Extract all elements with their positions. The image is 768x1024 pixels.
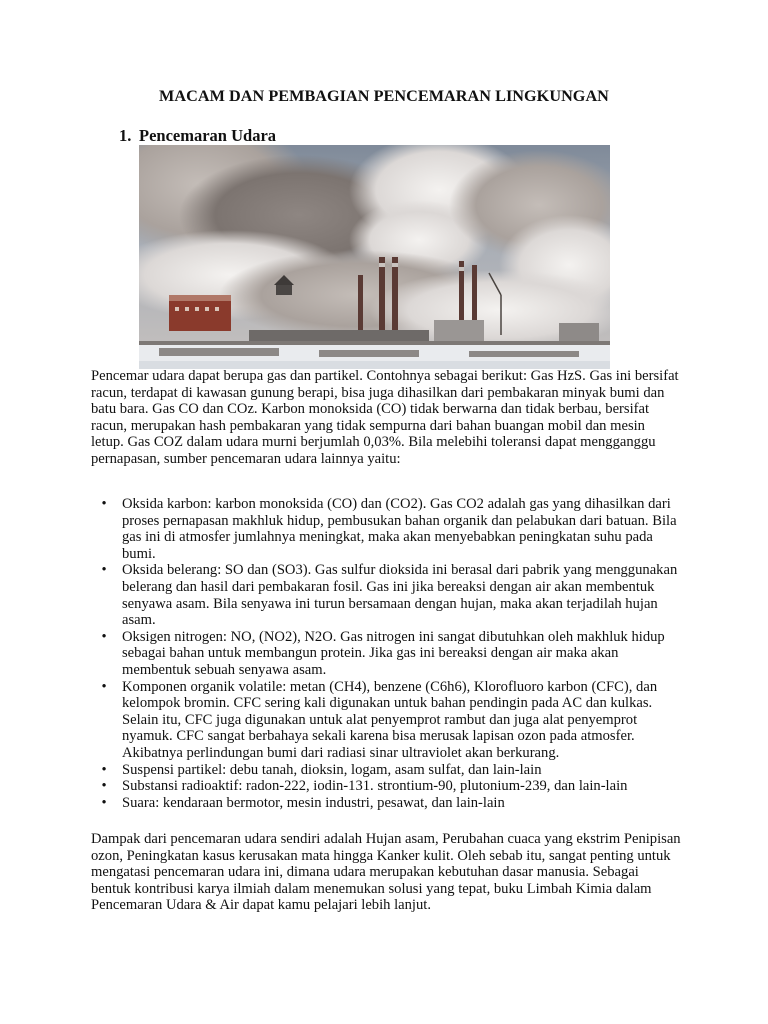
list-item bbox=[91, 629, 681, 679]
list-item-text: Oksigen nitrogen: NO, (NO2), N2O. Gas nitrogen ini sangat dibutuhkan oleh makhluk hidup sebagai bahan untuk membangun protein. Jika gas ini bereaksi dengan air maka akan membentuk sebuah senyawa asam. bbox=[122, 628, 665, 678]
air-pollution-photo bbox=[139, 145, 610, 369]
section-number: 1. bbox=[119, 126, 132, 145]
bullet-marker: • bbox=[101, 761, 107, 778]
list-item-text: Suara: kendaraan bermotor, mesin industri, pesawat, dan lain-lain bbox=[122, 794, 505, 811]
bullet-marker: • bbox=[101, 794, 107, 811]
bullet-marker: • bbox=[101, 778, 107, 795]
list-item-text: Suspensi partikel: debu tanah, dioksin, logam, asam sulfat, dan lain-lain bbox=[122, 761, 542, 778]
section-title: Pencemaran Udara bbox=[139, 126, 277, 145]
list-item-text: Oksida karbon: karbon monoksida (CO) dan (CO2). Gas CO2 adalah gas yang dihasilkan dari proses pernapasan makhluk hidup, pembusukan bahan organik dan pelabukan dari batuan. Bila gas ini di atmosfer jumlahnya meningkat, maka akan menyebabkan peningkatan suhu pada bumi. bbox=[122, 496, 677, 562]
list-item-text: Oksida belerang: SO dan (SO3). Gas sulfur dioksida ini berasal dari pabrik yang menggunakan belerang dan hasil dari pembakaran fosil. Gas ini jika bereaksi dengan air akan membentuk senyawa asam. Bila senyawa ini turun bersamaan dengan hujan, maka akan terjadilah hujan asam. bbox=[122, 562, 678, 629]
bullet-marker: • bbox=[101, 678, 107, 695]
document-title: MACAM DAN PEMBAGIAN PENCEMARAN LINGKUNGAN bbox=[159, 87, 609, 105]
section-heading bbox=[119, 126, 276, 146]
list-item bbox=[91, 795, 681, 812]
list-item-text: Substansi radioaktif: radon-222, iodin-131. strontium-90, plutonium-239, dan lain-lain bbox=[122, 778, 628, 795]
list-item-text: Komponen organik volatile: metan (CH4), benzene (C6h6), Klorofluoro karbon (CFC), dan kelompok bromin. CFC sering kali digunakan untuk bahan pendingin pada AC dan kulkas. Selain itu, CFC juga digunakan untuk alat penyemprot rambut dan juga alat penyemprot nyamuk. CFC sangat berbahaya sekali karena bisa merusak lapisan ozon pada atmosfer. Akibatnya perlindungan bumi dari radiasi sinar ultraviolet akan berkurang. bbox=[122, 678, 658, 761]
intro-paragraph: Pencemar udara dapat berupa gas dan partikel. Contohnya sebagai berikut: Gas HzS. Gas ini bersifat racun, terdapat di kawasan gunung berapi, bisa juga dihasilkan dari pembakaran minyak bumi dan batu bara. Gas CO dan COz. Karbon monoksida (CO) tidak berwarna dan tidak berbau, bersifat racun, merupakan hash pembakaran yang tidak sempurna dari bahan buangan mobil dan mesin letup. Gas COZ dalam udara murni berjumlah 0,03%. Bila melebihi toleransi dapat mengganggu pernapasan, sumber pencemaran udara lainnya yaitu: bbox=[91, 368, 679, 467]
list-item bbox=[91, 496, 681, 562]
bullet-marker: • bbox=[101, 496, 107, 512]
list-item bbox=[91, 762, 681, 779]
bullet-marker: • bbox=[101, 562, 107, 579]
impact-paragraph: Dampak dari pencemaran udara sendiri adalah Hujan asam, Perubahan cuaca yang ekstrim Penipisan ozon, Peningkatan kasus kerusakan mata hingga Kanker kulit. Oleh sebab itu, sangat penting untuk mengatasi pencemaran udara ini, dimana udara merupakan kebutuhan dasar manusia. Sebagai bentuk kontribusi karya ilmiah dalam menemukan solusi yang tepat, buku Limbah Kimia dalam Pencemaran Udara & Air dapat kamu pelajari lebih lanjut. bbox=[91, 831, 681, 914]
list-item bbox=[91, 778, 681, 795]
pollution-sources-list bbox=[91, 496, 681, 811]
list-item bbox=[91, 679, 681, 762]
list-item bbox=[91, 562, 681, 628]
bullet-marker: • bbox=[101, 628, 107, 645]
